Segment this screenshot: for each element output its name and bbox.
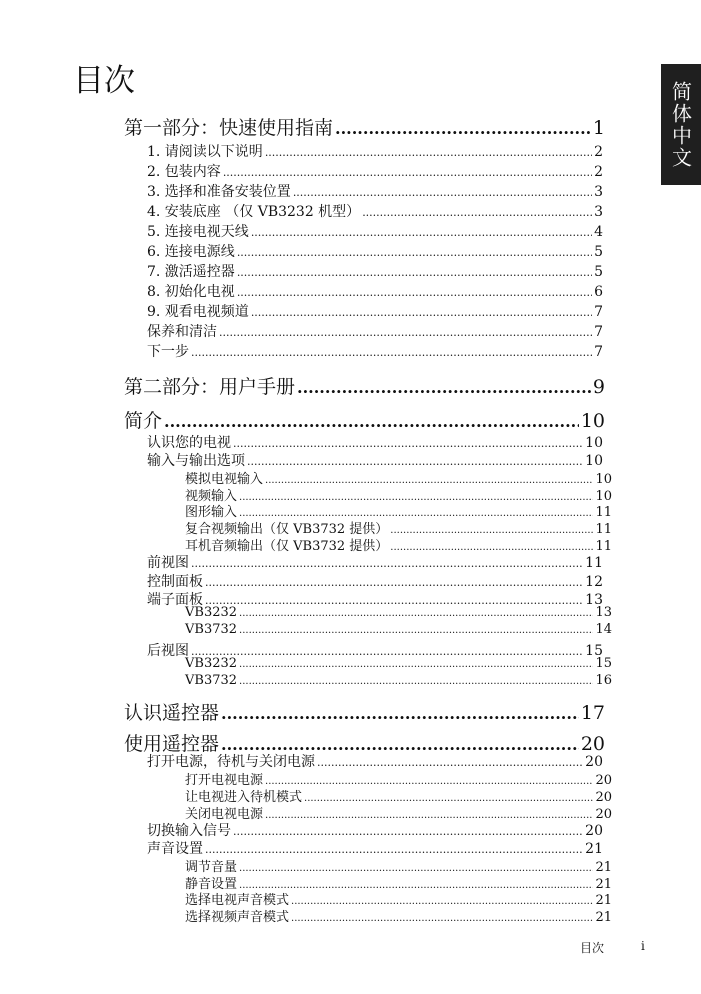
- toc-entry-page: 2: [594, 144, 603, 160]
- dot-leader: [317, 756, 583, 769]
- dot-leader: [335, 119, 591, 138]
- toc-entry-label: VB3232: [185, 605, 238, 620]
- toc-entry[interactable]: [147, 571, 603, 590]
- toc-entry[interactable]: [185, 889, 612, 908]
- toc-entry-label: VB3732: [185, 673, 238, 688]
- toc-entry-label: 选择视频声音模式: [185, 910, 290, 925]
- toc-entry-page: 3: [594, 184, 603, 200]
- toc-entry-label: 图形输入: [185, 505, 238, 520]
- dot-leader: [239, 659, 593, 670]
- toc-entry-label: 后视图: [147, 643, 189, 659]
- toc-entry-label: 静音设置: [185, 877, 238, 892]
- toc-entry-page: 11: [585, 555, 603, 571]
- dot-leader: [247, 455, 583, 468]
- toc-entry-page: 10: [595, 472, 612, 487]
- toc-entry-label: 认识您的电视: [147, 435, 231, 451]
- toc-entry-page: 10: [595, 489, 612, 504]
- toc-entry-label: 让电视进入待机模式: [185, 790, 303, 805]
- toc-entry-page: 21: [595, 893, 612, 908]
- toc-entry[interactable]: [147, 141, 603, 160]
- dot-leader: [219, 326, 592, 339]
- toc-entry-label: 调节音量: [185, 860, 238, 875]
- toc-entry-label: 认识遥控器: [124, 702, 220, 724]
- toc-entry-page: 10: [585, 435, 603, 451]
- toc-entry-page: 13: [595, 605, 612, 620]
- toc-entry-label: 1. 请阅读以下说明: [147, 144, 263, 160]
- toc-entry[interactable]: [185, 906, 612, 925]
- dot-leader: [237, 286, 592, 299]
- language-tab: 简体中文: [661, 64, 701, 185]
- toc-entry-label: 简介: [124, 410, 163, 432]
- toc-entry-page: 10: [585, 453, 603, 469]
- toc-entry-label: 打开电源，待机与关闭电源: [147, 754, 315, 770]
- toc-entry-label: 切换输入信号: [147, 823, 231, 839]
- toc-entry[interactable]: [185, 622, 612, 638]
- toc-entry[interactable]: [124, 113, 605, 139]
- toc-entry[interactable]: [185, 535, 612, 554]
- toc-entry-label: 模拟电视输入: [185, 472, 264, 487]
- toc-entry-label: 7. 激活遥控器: [147, 264, 235, 280]
- toc-entry[interactable]: [147, 181, 603, 200]
- toc-entry-page: 9: [592, 376, 605, 398]
- toc-entry-page: 11: [595, 505, 612, 520]
- toc-entry-page: 12: [585, 574, 603, 590]
- toc-entry[interactable]: [147, 261, 603, 280]
- dot-leader: [265, 146, 592, 159]
- dot-leader: [233, 825, 583, 838]
- toc-entry[interactable]: [185, 769, 612, 788]
- toc-entry-page: 7: [594, 344, 603, 360]
- toc-entry-label: 下一步: [147, 344, 189, 360]
- toc-entry-page: 15: [595, 656, 612, 671]
- toc-entry[interactable]: [185, 873, 612, 892]
- toc-entry[interactable]: [185, 518, 612, 537]
- toc-entry-page: 5: [594, 264, 603, 280]
- toc-entry-page: 21: [585, 841, 603, 857]
- dot-leader: [191, 346, 592, 359]
- toc-entry-label: 视频输入: [185, 489, 238, 504]
- dot-leader: [239, 625, 593, 636]
- toc-entry-label: 8. 初始化电视: [147, 284, 235, 300]
- dot-leader: [362, 206, 592, 219]
- toc-entry-page: 5: [594, 244, 603, 260]
- toc-entry-label: 第二部分：用户手册: [124, 376, 296, 398]
- toc-entry-page: 16: [595, 673, 612, 688]
- toc-entry-page: 21: [595, 910, 612, 925]
- toc-entry-label: VB3732: [185, 622, 238, 637]
- dot-leader: [239, 608, 593, 619]
- toc-entry-label: 保养和清洁: [147, 324, 217, 340]
- dot-leader: [251, 306, 592, 319]
- toc-entry[interactable]: [147, 552, 603, 571]
- footer-label: 目次: [580, 941, 605, 955]
- toc-entry-page: 21: [595, 877, 612, 892]
- toc-entry[interactable]: [124, 698, 605, 724]
- toc-entry-label: 声音设置: [147, 841, 203, 857]
- dot-leader: [237, 246, 592, 259]
- toc-entry-label: 第一部分：快速使用指南: [124, 117, 334, 139]
- dot-leader: [251, 226, 592, 239]
- toc-entry[interactable]: [147, 281, 603, 300]
- toc-entry-page: 7: [594, 324, 603, 340]
- toc-entry-page: 1: [592, 117, 605, 139]
- toc-entry-page: 6: [594, 284, 603, 300]
- toc-entry-label: 3. 选择和准备安装位置: [147, 184, 291, 200]
- toc-entry[interactable]: [185, 605, 612, 621]
- toc-entry[interactable]: [147, 751, 603, 770]
- toc-entry[interactable]: [147, 321, 603, 340]
- dot-leader: [221, 704, 579, 723]
- toc-entry-page: 20: [580, 733, 605, 755]
- toc-entry[interactable]: [185, 468, 612, 487]
- dot-leader: [237, 266, 592, 279]
- toc-entry-page: 2: [594, 164, 603, 180]
- toc-entry[interactable]: [147, 450, 603, 469]
- toc-entry[interactable]: [147, 221, 603, 240]
- toc-entry-page: 15: [585, 643, 603, 659]
- toc-entry-page: 20: [585, 754, 603, 770]
- toc-entry[interactable]: [185, 501, 612, 520]
- toc-entry-label: 4. 安装底座 （仅 VB3232 机型）: [147, 204, 361, 220]
- footer-page-number: i: [641, 939, 645, 953]
- toc-entry[interactable]: [147, 161, 603, 180]
- toc-entry-page: 11: [595, 522, 612, 537]
- dot-leader: [297, 378, 591, 397]
- dot-leader: [191, 557, 583, 570]
- toc-entry-label: 前视图: [147, 555, 189, 571]
- toc-entry-label: 选择电视声音模式: [185, 893, 290, 908]
- toc-entry-label: 控制面板: [147, 574, 203, 590]
- toc-entry[interactable]: [185, 485, 612, 504]
- toc-entry-page: 20: [585, 823, 603, 839]
- toc-entry[interactable]: [124, 372, 605, 398]
- toc-entry-label: 打开电视电源: [185, 773, 264, 788]
- toc-entry-page: 13: [585, 592, 603, 608]
- toc-entry[interactable]: [147, 201, 603, 220]
- toc-entry-label: 6. 连接电源线: [147, 244, 235, 260]
- toc-entry[interactable]: [124, 406, 605, 432]
- toc-entry[interactable]: [185, 786, 612, 805]
- toc-entry-label: 复合视频输出（仅 VB3732 提供）: [185, 522, 389, 537]
- toc-entry[interactable]: [185, 673, 612, 689]
- toc-entry-label: 端子面板: [147, 592, 203, 608]
- toc-entry[interactable]: [147, 341, 603, 360]
- dot-leader: [291, 913, 593, 924]
- toc-entry-page: 20: [595, 807, 612, 822]
- toc-entry-label: 5. 连接电视天线: [147, 224, 249, 240]
- dot-leader: [239, 676, 593, 687]
- toc-entry-page: 21: [595, 860, 612, 875]
- toc-entry-page: 20: [595, 773, 612, 788]
- dot-leader: [205, 576, 583, 589]
- dot-leader: [293, 186, 592, 199]
- toc-entry[interactable]: [185, 856, 612, 875]
- toc-entry[interactable]: [147, 820, 603, 839]
- dot-leader: [233, 437, 583, 450]
- toc-entry-page: 7: [594, 304, 603, 320]
- toc-entry-page: 3: [594, 204, 603, 220]
- toc-entry[interactable]: [185, 803, 612, 822]
- toc-entry-label: 输入与输出选项: [147, 453, 245, 469]
- toc-entry[interactable]: [147, 432, 603, 451]
- toc-entry-label: 使用遥控器: [124, 733, 220, 755]
- dot-leader: [205, 843, 583, 856]
- toc-entry-label: 耳机音频输出（仅 VB3732 提供）: [185, 539, 389, 554]
- toc-entry-label: VB3232: [185, 656, 238, 671]
- toc-entry-page: 10: [580, 410, 605, 432]
- toc-entry-page: 14: [595, 622, 612, 637]
- toc-entry[interactable]: [147, 241, 603, 260]
- toc-entry-label: 关闭电视电源: [185, 807, 264, 822]
- toc-entry-label: 9. 观看电视频道: [147, 304, 249, 320]
- toc-entry[interactable]: [147, 838, 603, 857]
- toc-entry[interactable]: [147, 301, 603, 320]
- dot-leader: [164, 412, 579, 431]
- toc-entry-page: 20: [595, 790, 612, 805]
- page-title: 目次: [73, 63, 135, 99]
- toc-entry[interactable]: [185, 656, 612, 672]
- toc-entry-page: 4: [594, 224, 603, 240]
- toc-entry-label: 2. 包装内容: [147, 164, 221, 180]
- toc-entry-page: 17: [580, 702, 605, 724]
- dot-leader: [223, 166, 592, 179]
- toc-entry-page: 11: [595, 539, 612, 554]
